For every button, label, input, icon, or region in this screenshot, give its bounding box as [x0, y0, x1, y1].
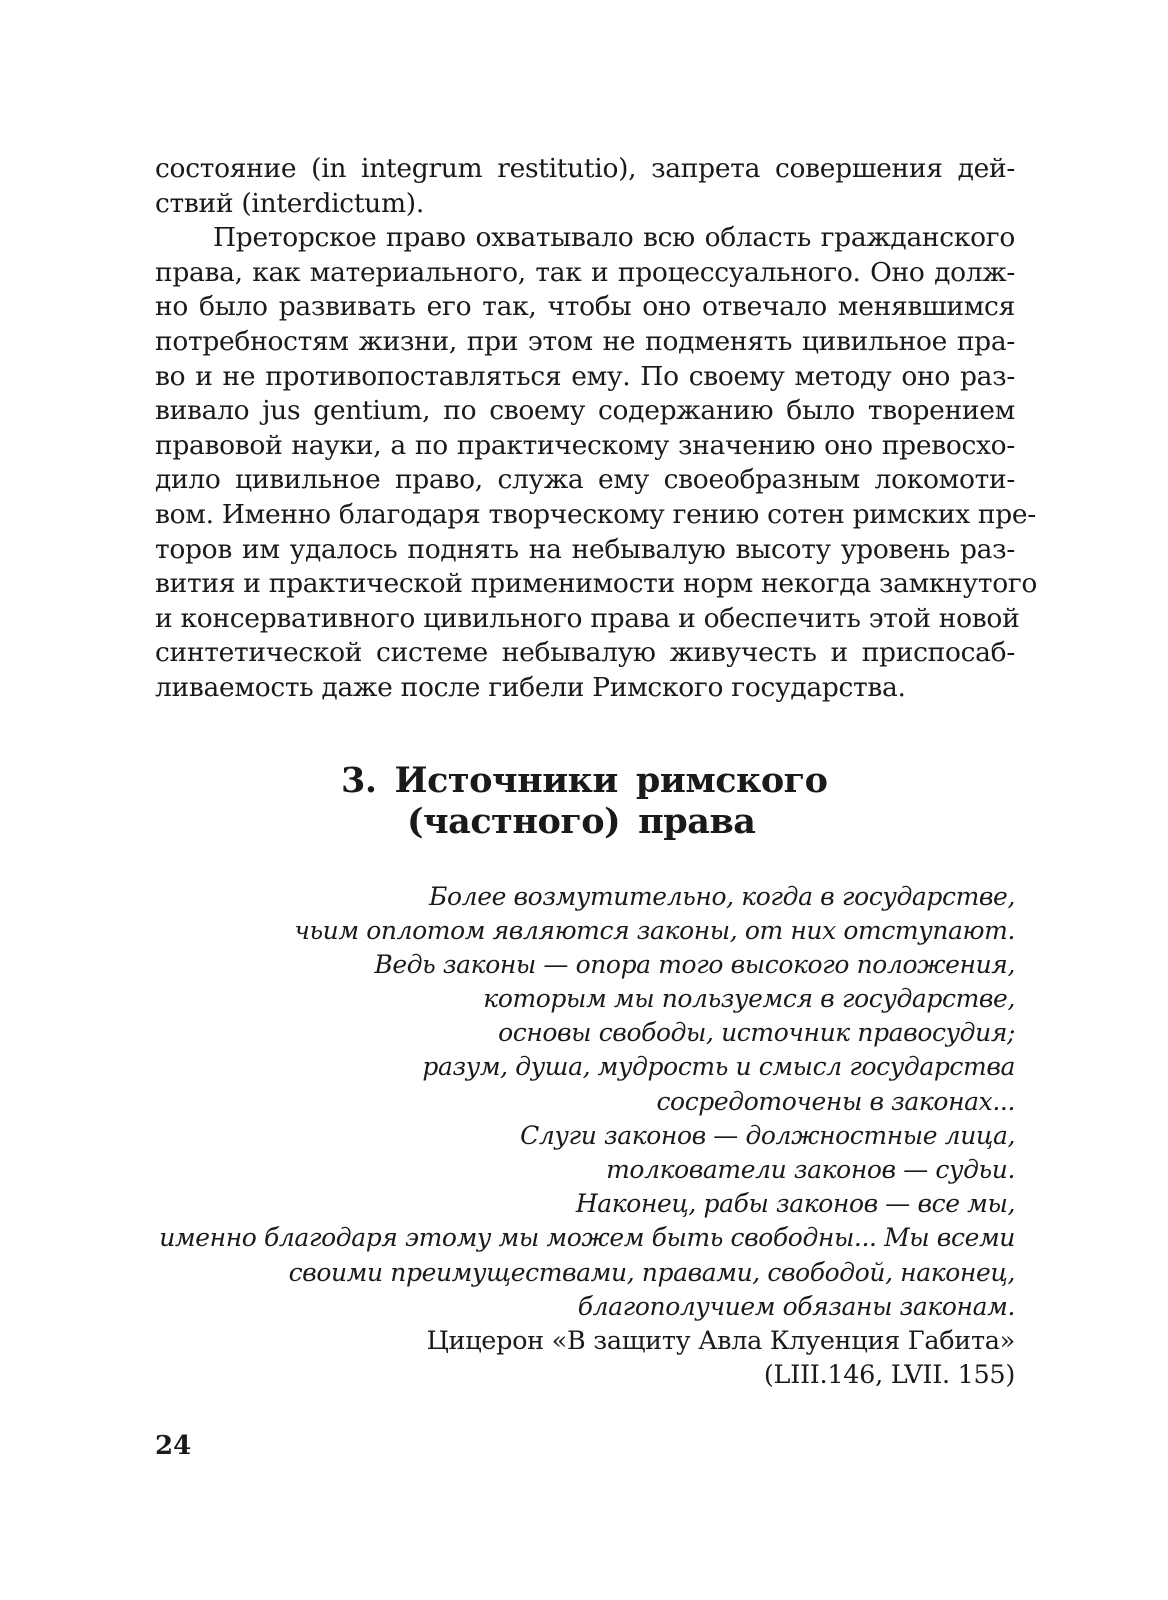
- page-number: 24: [155, 1431, 192, 1461]
- epigraph-line: толкователи законов — судьи.: [606, 1155, 1015, 1184]
- text-line: вом. Именно благодаря творческому гению сотен римских пре-: [155, 498, 1036, 530]
- section-heading: [155, 760, 1015, 842]
- text-line: дило цивильное право, служа ему своеобразным локомоти-: [155, 464, 1015, 496]
- epigraph-line: именно благодаря этому мы можем быть свободны... Мы всеми: [159, 1223, 1015, 1253]
- text-line: и консервативного цивильного права и обеспечить этой новой: [155, 602, 1020, 634]
- epigraph-line: сосредоточены в законах...: [656, 1086, 1015, 1116]
- section-heading-line: [155, 801, 1015, 842]
- text-line: ливаемость даже после гибели Римского государства.: [155, 671, 906, 703]
- section-title-word: права: [638, 800, 756, 842]
- text-line: права, как материального, так и процессуального. Оно долж-: [155, 256, 1015, 288]
- text-line: торов им удалось поднять на небывалую высоту уровень раз-: [155, 533, 1015, 565]
- epigraph-line: чьим оплотом являются законы, от них отступают.: [294, 915, 1015, 945]
- page-content: [155, 152, 1038, 1392]
- epigraph-source: Цицерон «В защиту Авла Клуенция Габита»: [426, 1325, 1015, 1356]
- epigraph-line: которым мы пользуемся в государстве,: [483, 984, 1015, 1014]
- epigraph-line: Слуги законов — должностные лица,: [520, 1120, 1015, 1150]
- epigraph-line: Ведь законы — опора того высокого положения,: [374, 949, 1015, 979]
- epigraph-reference: (LIII.146, LVII. 155): [763, 1360, 1015, 1391]
- epigraph-line: основы свободы, источник правосудия;: [498, 1018, 1015, 1048]
- epigraph-attribution: [155, 1324, 1015, 1392]
- section-heading-line: [155, 760, 1015, 801]
- epigraph-line: Наконец, рабы законов — все мы,: [575, 1189, 1015, 1219]
- section-number: 3.: [341, 759, 377, 801]
- text-line: правовой науки, а по практическому значению оно превосхо-: [155, 429, 1015, 461]
- text-line: вивало jus gentium, по своему содержанию было творением: [155, 395, 1015, 427]
- section-title-word: Источники: [394, 759, 618, 801]
- text-line: но было развивать его так, чтобы оно отвечало менявшимся: [155, 291, 1015, 323]
- text-line: потребностям жизни, при этом не подменять цивильное пра-: [155, 325, 1015, 357]
- text-line: Преторское право охватывало всю область гражданского: [213, 222, 1015, 254]
- text-line: состояние (in integrum restitutio), запрета совершения дей-: [155, 153, 1015, 184]
- epigraph-line: разум, душа, мудрость и смысл государства: [422, 1052, 1015, 1082]
- text-line: ствий (interdictum).: [155, 187, 424, 219]
- section-title-word: римского: [635, 759, 828, 801]
- text-line: во и не противопоставляться ему. По своему методу оно раз-: [155, 360, 1015, 392]
- epigraph: [155, 880, 1015, 1393]
- paragraph-praetorian-law: [155, 221, 1038, 705]
- epigraph-line: благополучием обязаны законам.: [577, 1291, 1015, 1321]
- paragraph-continuation: [155, 152, 1015, 221]
- epigraph-line: Более возмутительно, когда в государстве,: [429, 881, 1015, 911]
- epigraph-line: своими преимуществами, правами, свободой, наконец,: [288, 1257, 1015, 1287]
- text-line: вития и практической применимости норм некогда замкнутого: [155, 568, 1038, 600]
- text-line: синтетической системе небывалую живучесть и приспосаб-: [155, 637, 1015, 669]
- section-title-word: (частного): [407, 800, 621, 842]
